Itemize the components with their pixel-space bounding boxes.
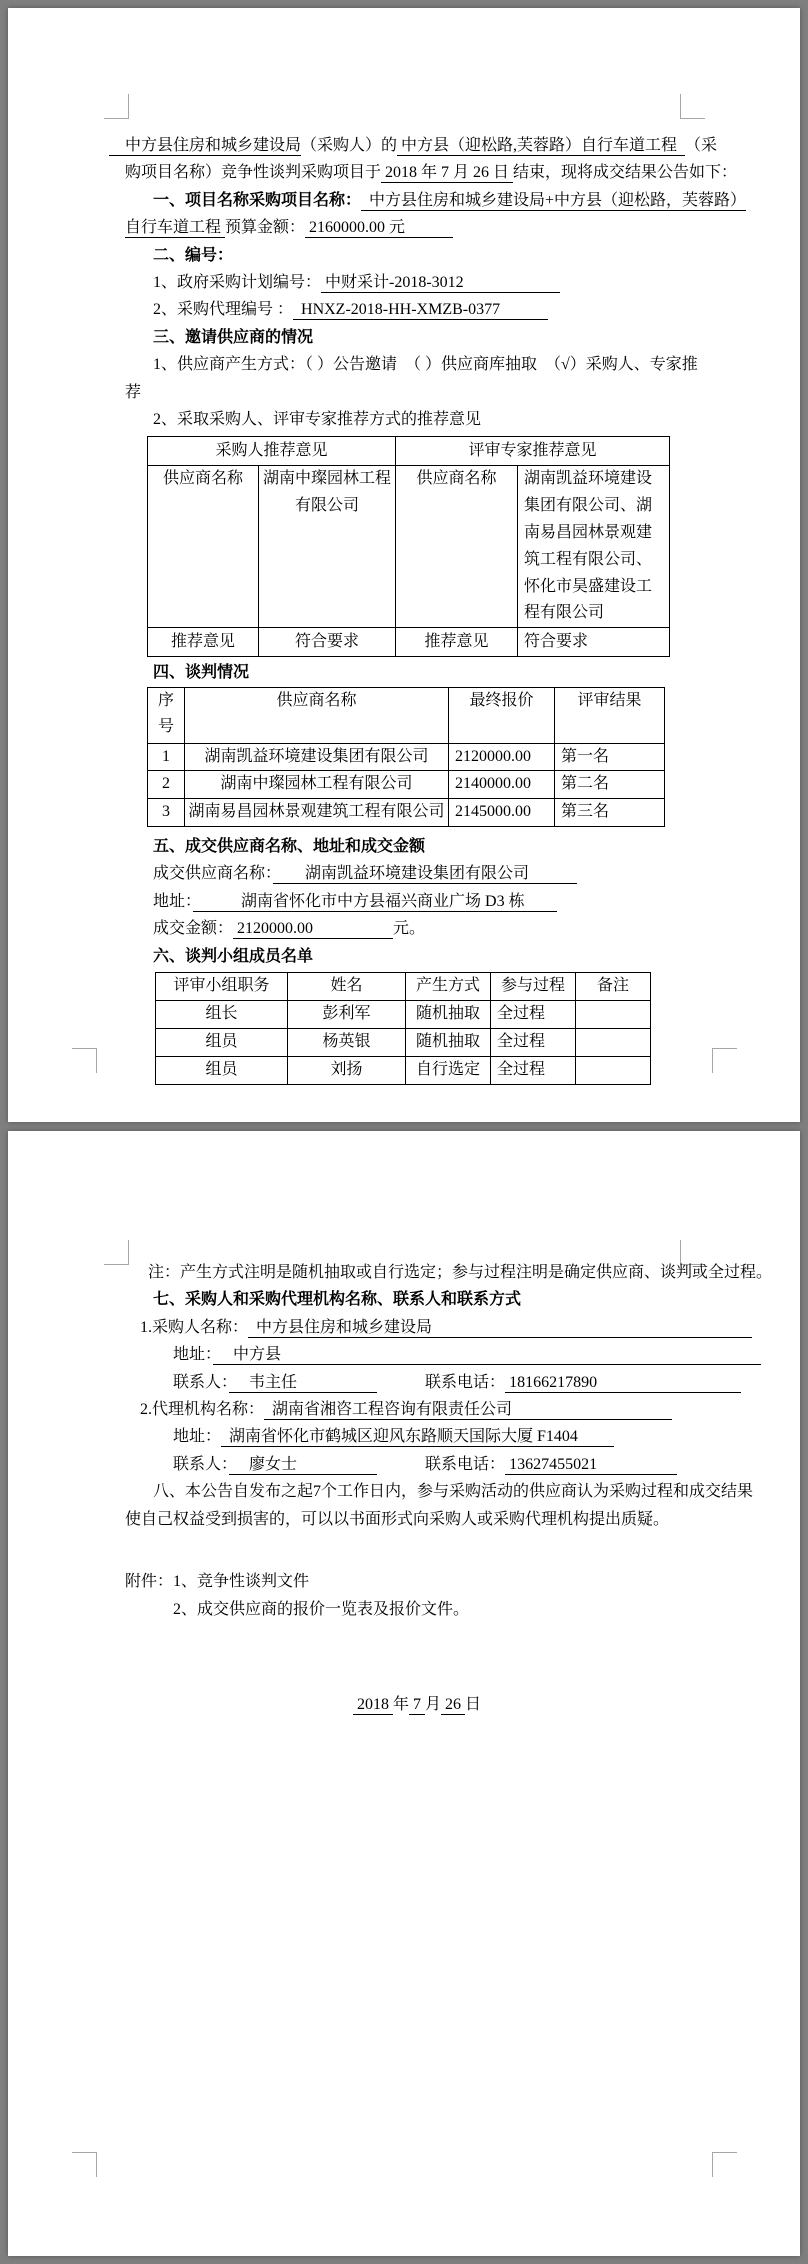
recommend-method-line: 2、采取采购人、评审专家推荐方式的推荐意见 xyxy=(153,411,482,429)
agent-address-line: 地址： 湖南省怀化市鹤城区迎风东路顺天国际大厦 F1404 xyxy=(173,1428,614,1446)
agency-number-line: 2、采购代理编号 ： HNXZ-2018-HH-XMZB-0377 xyxy=(153,301,549,319)
table-row xyxy=(148,771,665,799)
section-7-heading: 七、采购人和采购代理机构名称、联系人和联系方式 xyxy=(153,1291,522,1309)
table-cell-offer: 2140000.00 xyxy=(449,771,555,799)
blank-line xyxy=(125,1533,775,1560)
winning-amount-line: 成交金额： 2120000.00 元。 xyxy=(153,920,426,938)
attachment-line-1: 附件：1、竞争性谈判文件 xyxy=(125,1573,310,1591)
table-header-cell-selection: 产生方式 xyxy=(406,973,491,1001)
table-header-cell-final-offer: 最终报价 xyxy=(449,687,555,743)
winning-address-line: 地址： 湖南省怀化市中方县福兴商业广场 D3 栋 xyxy=(153,892,557,910)
table-cell-buyer-supplier: 湖南中璨园林工程有限公司 xyxy=(259,466,396,628)
agent-contact-line: 联系人： 廖女士 联系电话： 13627455021 xyxy=(173,1455,678,1473)
table-cell-expert-opinion: 符合要求 xyxy=(518,628,670,657)
table-cell-name: 彭利军 xyxy=(288,1001,406,1029)
table-cell-expert-supplier-label: 供应商名称 xyxy=(396,466,518,628)
attachment-line-2: 2、成交供应商的报价一览表及报价文件。 xyxy=(125,1600,470,1618)
page-2 xyxy=(8,1131,800,2256)
table-cell-supplier: 湖南易昌园林景观建筑工程有限公司 xyxy=(185,799,449,827)
page-1 xyxy=(8,8,800,1122)
panel-table xyxy=(155,972,651,1085)
table-header-cell-name: 姓名 xyxy=(288,973,406,1001)
table-header-cell-participation: 参与过程 xyxy=(491,973,576,1001)
table-cell-participation: 全过程 xyxy=(491,1029,576,1057)
table-cell-name: 刘扬 xyxy=(288,1057,406,1085)
table-header-cell-remark: 备注 xyxy=(576,973,651,1001)
table-cell-result: 第一名 xyxy=(555,743,665,771)
note-line: 注：产生方式注明是随机抽取或自行选定；参与过程注明是确定供应商、谈判或全过程。 xyxy=(148,1264,773,1281)
supplier-method-line: 1、供应商产生方式：（ ）公告邀请 （ ）供应商库抽取 （√）采购人、专家推 xyxy=(153,356,698,374)
table-cell-supplier: 湖南凯益环境建设集团有限公司 xyxy=(185,743,449,771)
table-cell-selection: 随机抽取 xyxy=(406,1001,491,1029)
table-cell-expert-suppliers: 湖南凯益环境建设集团有限公司、湖南易昌园林景观建筑工程有限公司、怀化市昊盛建设工程有限公司 xyxy=(518,466,670,628)
buyer-name-line: 1.采购人名称： 中方县住房和城乡建设局 xyxy=(140,1318,753,1336)
intro-line-2: 购项目名称）竞争性谈判采购项目于 2018 年 7 月 26 日 结束，现将成交结果公告如下： xyxy=(125,164,738,182)
table-cell-participation: 全过程 xyxy=(491,1057,576,1085)
table-cell-opinion-label-right: 推荐意见 xyxy=(396,628,518,657)
section-5-block xyxy=(125,833,775,970)
table-row xyxy=(148,743,665,771)
crop-mark-bottom-left xyxy=(72,1048,97,1073)
section-1-project-name-line: 一、项目名称采购项目名称： 中方县住房和城乡建设局+中方县（迎松路，芙蓉路） xyxy=(153,191,747,209)
section-6-heading: 六、谈判小组成员名单 xyxy=(153,947,314,965)
table-header-cell-index: 序号 xyxy=(148,687,185,743)
table-cell-name: 杨英银 xyxy=(288,1029,406,1057)
crop-mark-top-right xyxy=(680,94,705,119)
negotiation-table xyxy=(147,687,665,827)
crop-mark-bottom-left xyxy=(72,2152,97,2177)
table-cell-supplier-label: 供应商名称 xyxy=(148,466,259,628)
table-cell-result: 第三名 xyxy=(555,799,665,827)
section-1-budget-line: 自行车道工程 预算金额： 2160000.00 元 xyxy=(125,219,454,237)
table-header-cell-review-result: 评审结果 xyxy=(555,687,665,743)
table-cell-supplier: 湖南中璨园林工程有限公司 xyxy=(185,771,449,799)
intro-line-1: 中方县住房和城乡建设局（采购人）的 中方县（迎松路,芙蓉路）自行车道工程 （采 xyxy=(109,137,718,154)
date-line: 2018 年 7 月 26 日 xyxy=(353,1696,482,1714)
table-cell-buyer-opinion: 符合要求 xyxy=(259,628,396,657)
table-cell-offer: 2120000.00 xyxy=(449,743,555,771)
table-cell-index: 3 xyxy=(148,799,185,827)
crop-mark-bottom-right xyxy=(712,2152,737,2177)
table-row xyxy=(156,1029,651,1057)
table-cell-index: 2 xyxy=(148,771,185,799)
table-row xyxy=(156,1001,651,1029)
table-cell-selection: 自行选定 xyxy=(406,1057,491,1085)
section-4-heading: 四、谈判情况 xyxy=(153,664,250,682)
table-cell-role: 组员 xyxy=(156,1029,288,1057)
buyer-address-line: 地址： 中方县 xyxy=(173,1346,762,1364)
table-cell-remark xyxy=(576,1029,651,1057)
table-cell-index: 1 xyxy=(148,743,185,771)
table-cell-remark xyxy=(576,1001,651,1029)
table-cell-remark xyxy=(576,1057,651,1085)
supplier-method-line-wrap: 荐 xyxy=(125,383,142,401)
table-cell-selection: 随机抽取 xyxy=(406,1029,491,1057)
section-5-heading: 五、成交供应商名称、地址和成交金额 xyxy=(153,838,426,856)
section-8-line-1: 八、本公告自发布之起7个工作日内，参与采购活动的供应商认为采购过程和成交结果 xyxy=(153,1483,754,1501)
table-cell-result: 第二名 xyxy=(555,771,665,799)
table-row xyxy=(156,1057,651,1085)
buyer-contact-line: 联系人： 韦主任 联系电话： 18166217890 xyxy=(173,1373,742,1391)
table-cell-role: 组员 xyxy=(156,1057,288,1085)
table-cell-opinion-label-left: 推荐意见 xyxy=(148,628,259,657)
table-header-cell-buyer-recommendation: 采购人推荐意见 xyxy=(148,437,396,466)
table-header-cell-supplier-name: 供应商名称 xyxy=(185,687,449,743)
section-3-heading: 三、邀请供应商的情况 xyxy=(153,328,314,346)
table-header-cell-expert-recommendation: 评审专家推荐意见 xyxy=(396,437,670,466)
winning-supplier-line: 成交供应商名称： 湖南凯益环境建设集团有限公司 xyxy=(153,865,578,883)
table-cell-offer: 2145000.00 xyxy=(449,799,555,827)
page-2-content xyxy=(125,1259,775,1719)
table-cell-role: 组长 xyxy=(156,1001,288,1029)
table-header-cell-role: 评审小组职务 xyxy=(156,973,288,1001)
agent-name-line: 2.代理机构名称： 湖南省湘咨工程咨询有限责任公司 xyxy=(140,1401,673,1419)
crop-mark-top-left xyxy=(104,94,129,119)
table-row xyxy=(148,799,665,827)
recommendation-table xyxy=(147,436,670,657)
section-8-line-2: 使自己权益受到损害的，可以以书面形式向采购人或采购代理机构提出质疑。 xyxy=(125,1510,670,1528)
table-cell-participation: 全过程 xyxy=(491,1001,576,1029)
page-1-content xyxy=(109,132,775,1085)
section-2-heading: 二、编号： xyxy=(153,246,234,264)
plan-number-line: 1、政府采购计划编号： 中财采计-2018-3012 xyxy=(153,274,560,292)
